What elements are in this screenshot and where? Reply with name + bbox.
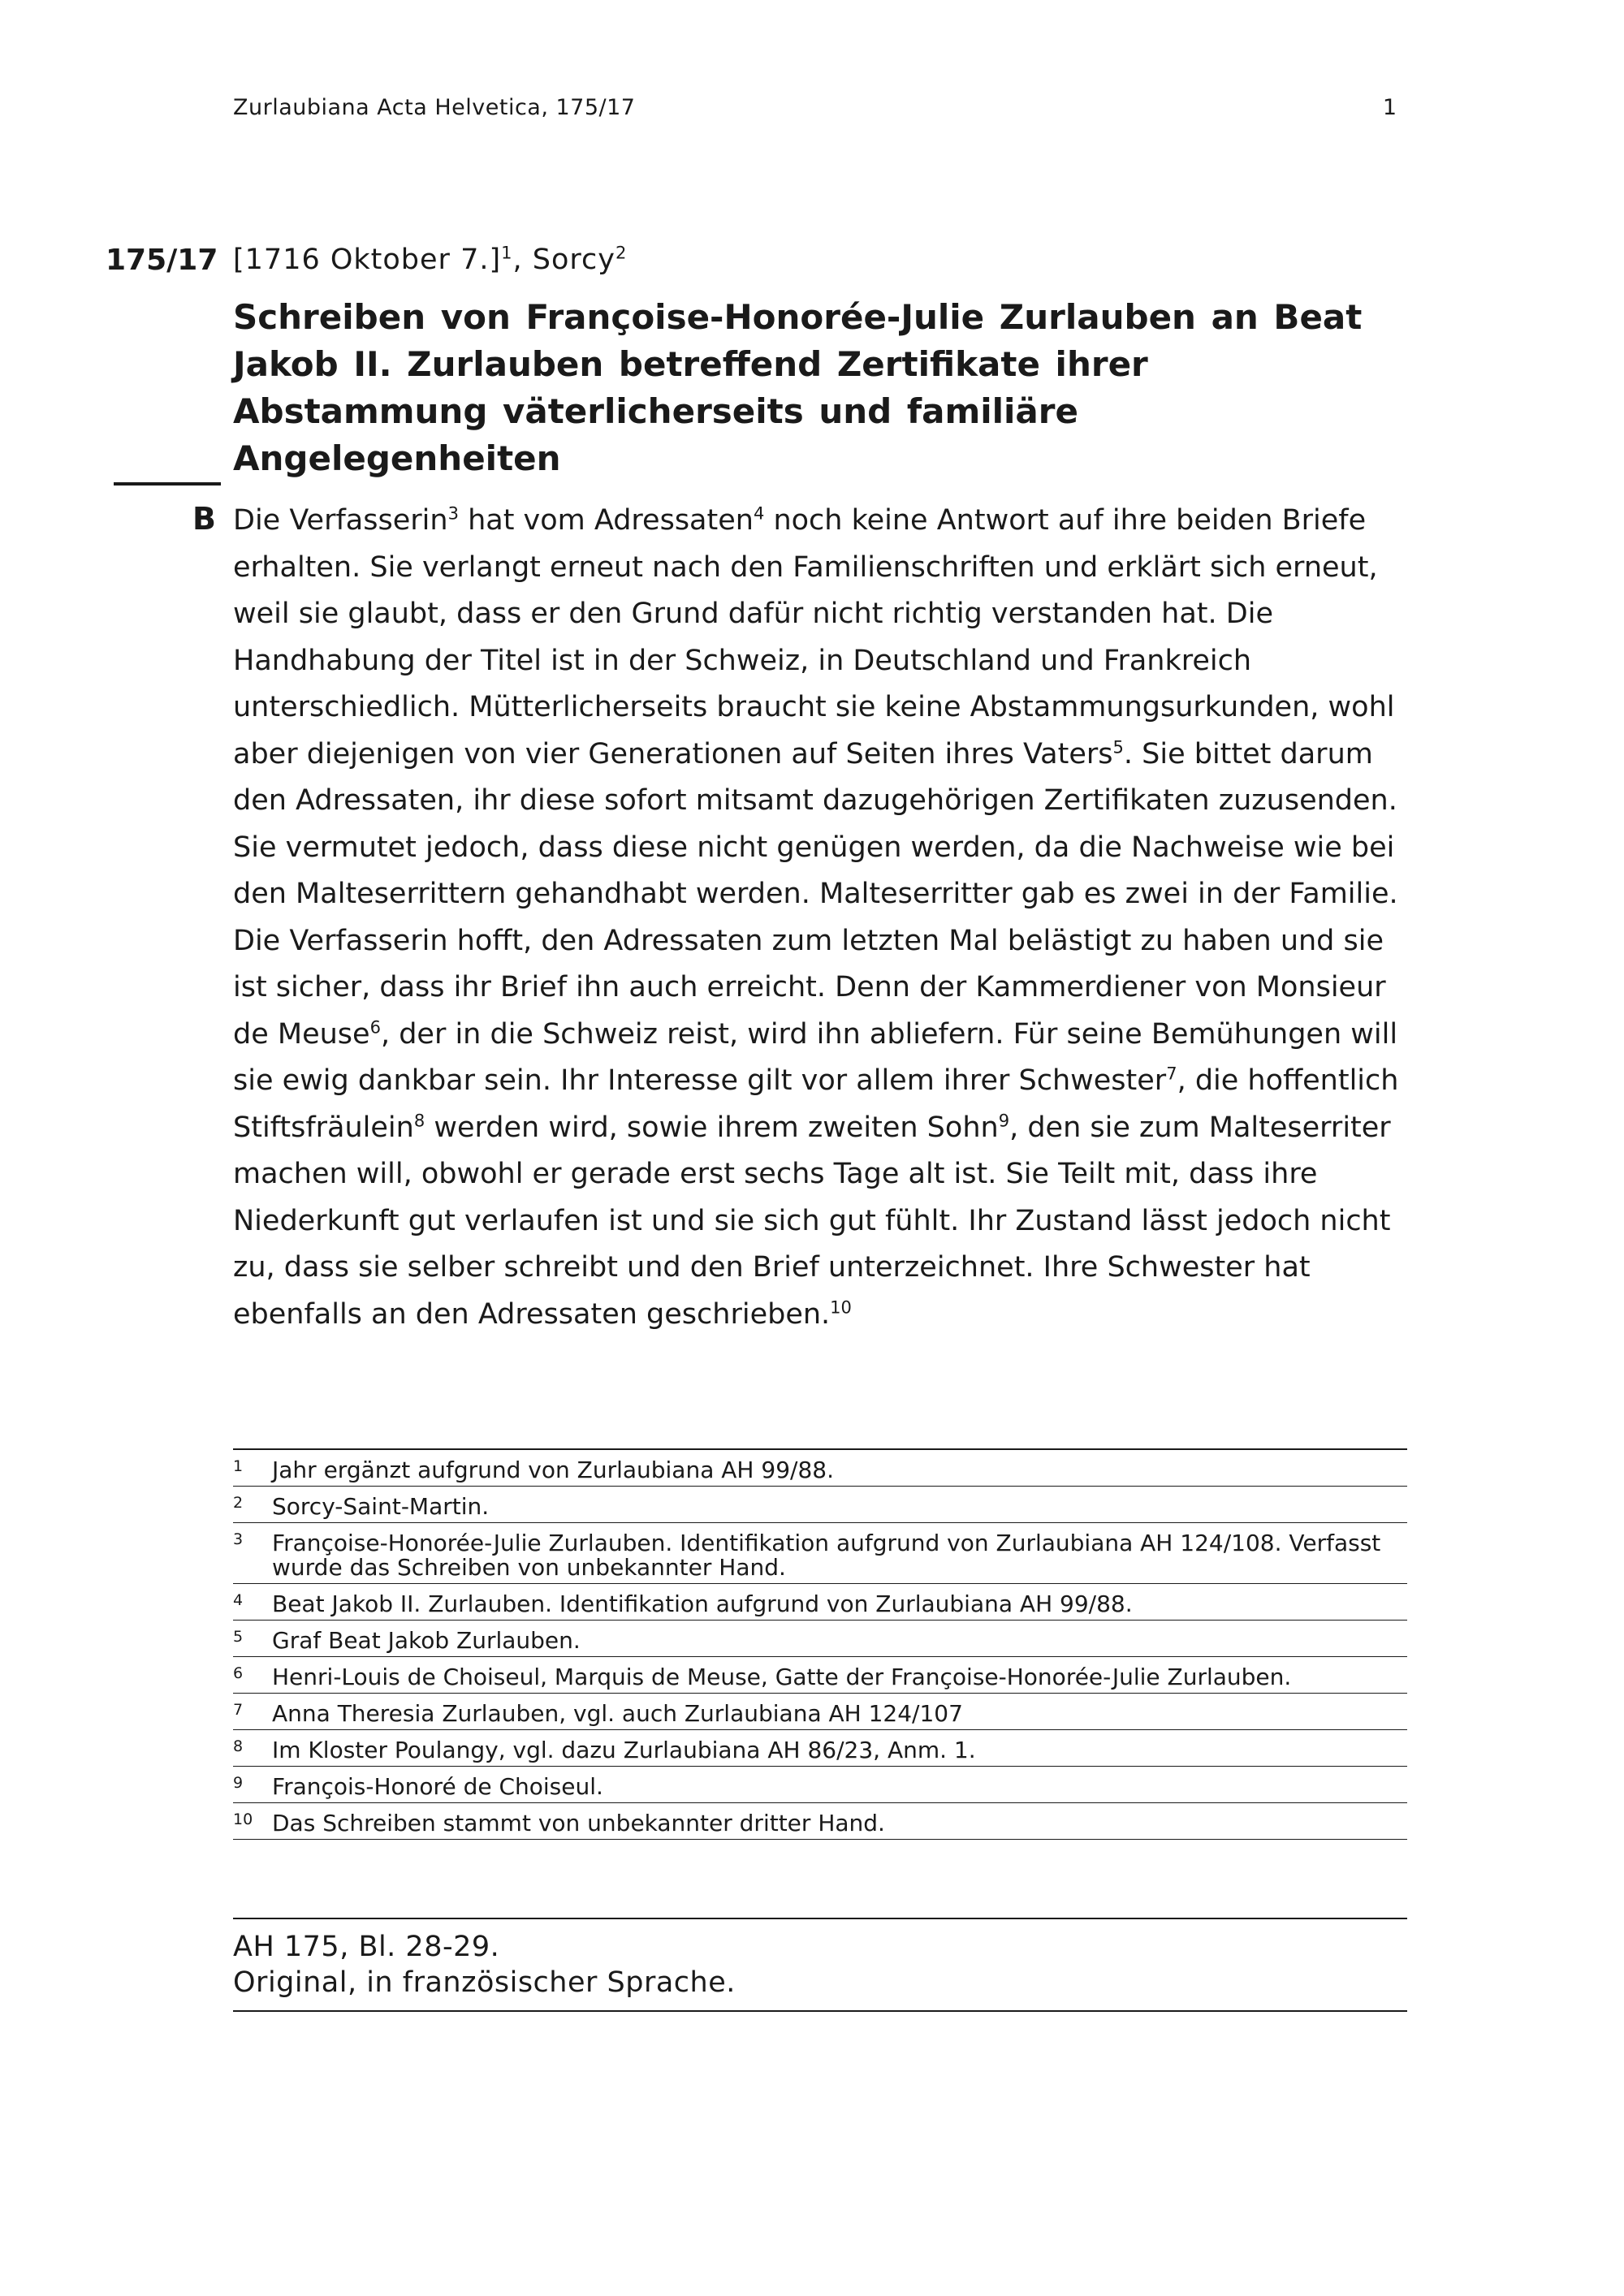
body-text-segment: , die hoffentlich Stiftsfräulein: [233, 1064, 1399, 1144]
footnote-ref-6[interactable]: 6: [369, 1016, 381, 1037]
footnote-number: 5: [233, 1628, 244, 1646]
footnote-item: [233, 1730, 1407, 1767]
body-text-segment: , den sie zum Malteserriter machen will, obwohl er gerade erst sechs Tage alt ist. Sie Teilt mit, dass ihre Niederkunft gut verlaufen ist und sie sich gut fühlt. Ihr Zustand lässt jedoch nicht zu, dass sie selber schreibt und den Brief unterzeichnet. Ihre Schwester hat ebenfalls an den Adressaten geschrieben.: [233, 1111, 1391, 1331]
footnotes-list: [233, 1448, 1407, 1840]
footnote-number: 1: [233, 1457, 244, 1475]
footnote-item: [233, 1803, 1407, 1840]
footnote-item: [233, 1767, 1407, 1803]
entry-title: Schreiben von Françoise-Honorée-Julie Zurlauben an Beat Jakob II. Zurlauben betreffend Zertifikate ihrer Abstammung väterlicherseits und familiäre Angelegenheiten: [233, 297, 1363, 478]
entry-place: , Sorcy: [512, 244, 615, 276]
footnote-item: [233, 1487, 1407, 1523]
footnote-number: 9: [233, 1774, 244, 1792]
footnote-ref-1[interactable]: 1: [501, 243, 513, 263]
source-reference: [233, 1918, 1407, 2012]
footnote-ref-4[interactable]: 4: [753, 503, 765, 524]
summary-paragraph: [233, 498, 1406, 1338]
footnote-number: 7: [233, 1701, 244, 1719]
source-description: Original, in französischer Sprache.: [233, 1966, 736, 1999]
footnote-item: [233, 1584, 1407, 1621]
body-text-segment: , der in die Schweiz reist, wird ihn abliefern. Für seine Bemühungen will sie ewig dankbar sein. Ihr Interesse gilt vor allem ihrer Schwester: [233, 1017, 1398, 1097]
footnote-number: 3: [233, 1530, 244, 1548]
footnote-item: [233, 1523, 1407, 1584]
page-number: 1: [1382, 95, 1397, 120]
section-divider: [114, 482, 221, 486]
footnote-text: Im Kloster Poulangy, vgl. dazu Zurlaubiana AH 86/23, Anm. 1.: [272, 1737, 976, 1763]
running-header-title: Zurlaubiana Acta Helvetica, 175/17: [233, 95, 636, 120]
entry-number: 175/17: [106, 244, 218, 277]
footnote-text: François-Honoré de Choiseul.: [272, 1773, 603, 1800]
footnote-item: [233, 1450, 1407, 1487]
footnote-text: Anna Theresia Zurlauben, vgl. auch Zurlaubiana AH 124/107: [272, 1700, 963, 1727]
footnote-number: 2: [233, 1494, 244, 1512]
footnote-text: Beat Jakob II. Zurlauben. Identifikation aufgrund von Zurlaubiana AH 99/88.: [272, 1590, 1133, 1617]
body-text-segment: Die Verfasserin: [233, 504, 448, 537]
footnote-ref-9[interactable]: 9: [998, 1110, 1010, 1130]
entry-dateline: [233, 244, 627, 276]
footnote-ref-7[interactable]: 7: [1166, 1064, 1177, 1084]
footnote-text: Graf Beat Jakob Zurlauben.: [272, 1627, 581, 1654]
footnote-number: 4: [233, 1591, 244, 1609]
footnote-ref-8[interactable]: 8: [413, 1110, 425, 1130]
body-text-segment: . Sie bittet darum den Adressaten, ihr diese sofort mitsamt dazugehörigen Zertifikaten zuzusenden. Sie vermutet jedoch, dass diese nicht genügen werden, da die Nachweise wie bei den Malteserrittern gehandhabt werden. Malteserritter gab es zwei in der Familie. Die Verfasserin hofft, den Adressaten zum letzten Mal belästigt zu haben und sie ist sicher, dass ihr Brief ihn auch erreicht. Denn der Kammerdiener von Monsieur de Meuse: [233, 737, 1398, 1051]
body-text-segment: noch keine Antwort auf ihre beiden Briefe erhalten. Sie verlangt erneut nach den Familienschriften und erklärt sich erneut, weil sie glaubt, dass er den Grund dafür nicht richtig verstanden hat. Die Handhabung der Titel ist in der Schweiz, in Deutschland und Frankreich unterschiedlich. Mütterlicherseits braucht sie keine Abstammungsurkunden, wohl aber diejenigen von vier Generationen auf Seiten ihres Vaters: [233, 504, 1395, 770]
footnote-number: 6: [233, 1664, 244, 1682]
section-marker: B: [192, 501, 216, 537]
footnote-ref-3[interactable]: 3: [447, 503, 459, 524]
footnote-item: [233, 1621, 1407, 1657]
footnote-ref-5[interactable]: 5: [1112, 736, 1124, 757]
footnote-ref-2[interactable]: 2: [615, 243, 628, 263]
footnote-ref-10[interactable]: 10: [830, 1297, 852, 1317]
source-shelfmark: AH 175, Bl. 28-29.: [233, 1931, 500, 1963]
body-text-segment: hat vom Adressaten: [458, 504, 754, 537]
footnote-text: Das Schreiben stammt von unbekannter dritter Hand.: [272, 1810, 885, 1836]
entry-date: [1716 Oktober 7.]: [233, 244, 502, 276]
footnote-text: Henri-Louis de Choiseul, Marquis de Meuse, Gatte der Françoise-Honorée-Julie Zurlauben.: [272, 1664, 1292, 1690]
footnote-item: [233, 1657, 1407, 1694]
footnote-number: 10: [233, 1810, 253, 1828]
footnote-text: Françoise-Honorée-Julie Zurlauben. Identifikation aufgrund von Zurlaubiana AH 124/108. Verfasst wurde das Schreiben von unbekannter Hand.: [272, 1530, 1381, 1581]
footnote-text: Sorcy-Saint-Martin.: [272, 1493, 490, 1520]
footnote-number: 8: [233, 1737, 244, 1755]
footnote-item: [233, 1694, 1407, 1730]
footnote-text: Jahr ergänzt aufgrund von Zurlaubiana AH 99/88.: [272, 1457, 834, 1483]
body-text-segment: werden wird, sowie ihrem zweiten Sohn: [425, 1111, 999, 1144]
